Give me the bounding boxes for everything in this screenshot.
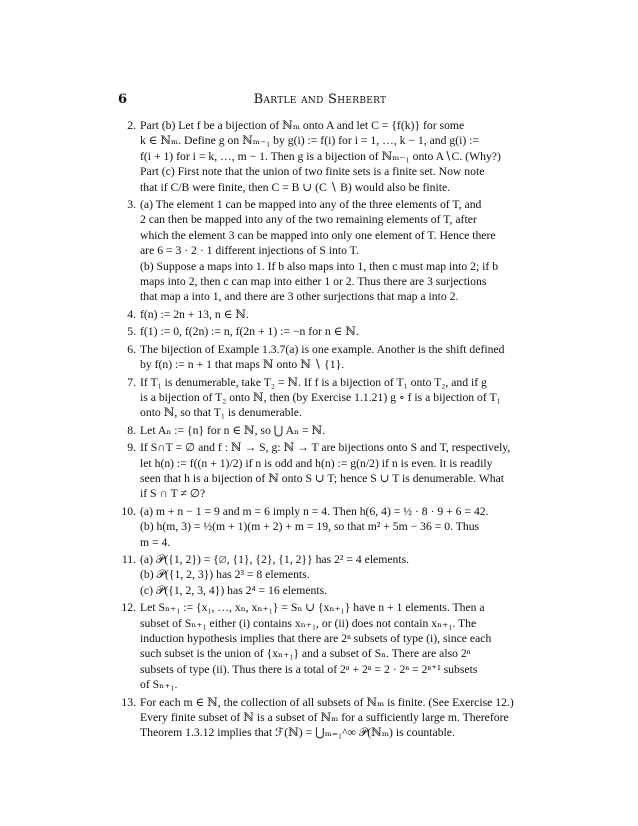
solution-text-line: of Sₙ₊₁.	[140, 678, 178, 692]
solution-item	[118, 324, 522, 339]
solution-text-line: k ∈ ℕₘ. Define g on ℕₘ₋₁ by g(i) := f(i) for i = 1, …, k − 1, and g(i) :=	[140, 134, 480, 148]
solution-item	[118, 600, 522, 692]
solution-text-line: subset of Sₙ₊₁ either (i) contains xₙ₊₁, or (ii) does not contain xₙ₊₁. The	[140, 616, 477, 630]
solution-item	[118, 342, 522, 373]
solution-text-line: (a) The element 1 can be mapped into any of the three elements of T, and	[140, 198, 482, 212]
solution-item	[118, 552, 522, 598]
solution-item	[118, 504, 522, 550]
solution-number: 9.	[127, 441, 136, 455]
solution-text-line: (b) Suppose a maps into 1. If b also maps into 1, then c must map into 2; if b	[140, 259, 499, 273]
solution-text-line: which the element 3 can be mapped into only one element of T. Hence there	[140, 228, 496, 242]
solution-item	[118, 307, 522, 322]
solution-number: 8.	[127, 423, 136, 437]
solution-number: 12.	[121, 601, 136, 615]
solution-item	[118, 440, 522, 502]
solution-text-line: For each m ∈ ℕ, the collection of all subsets of ℕₘ is finite. (See Exercise 12.)	[140, 695, 514, 709]
solution-text-line: Let Aₙ := {n} for n ∈ ℕ, so ⋃ Aₙ = ℕ.	[140, 423, 326, 437]
solution-number: 10.	[121, 504, 136, 518]
solution-text-line: seen that h is a bijection of ℕ onto S ∪ T; hence S ∪ T is denumerable. What	[140, 471, 505, 485]
solution-text-line: f(i + 1) for i = k, …, m − 1. Then g is a bijection of ℕₘ₋₁ onto A∖C. (Why?)	[140, 149, 501, 163]
solution-text-line: Every finite subset of ℕ is a subset of ℕₘ for a sufficiently large m. Therefore	[140, 711, 509, 725]
solution-text-line: m = 4.	[140, 535, 171, 549]
solution-number: 2.	[127, 119, 136, 132]
solution-text-line: (c) 𝒫({1, 2, 3, 4}) has 2⁴ = 16 elements.	[140, 583, 328, 597]
solution-text-line: If T₁ is denumerable, take T₂ = ℕ. If f is a bijection of T₁ onto T₂, and if g	[140, 375, 487, 389]
solution-text-line: is a bijection of T₂ onto ℕ, then (by Exercise 1.1.21) g ∘ f is a bijection of T₁	[140, 390, 501, 404]
solution-item	[118, 118, 522, 195]
running-head: Bartle and Sherbert	[253, 92, 387, 107]
solution-text-line: are 6 = 3 · 2 · 1 different injections of S into T.	[140, 244, 359, 258]
page-number: 6	[118, 92, 128, 107]
solution-text-line: that if C/B were finite, then C = B ∪ (C ∖ B) would also be finite.	[140, 180, 451, 194]
solution-text-line: such subset is the union of {xₙ₊₁} and a subset of Sₙ. There are also 2ⁿ	[140, 647, 471, 661]
solution-number: 6.	[127, 342, 136, 356]
exercise-solutions-list	[118, 118, 522, 743]
solution-text-line: Let Sₙ₊₁ := {x₁, …, xₙ, xₙ₊₁} = Sₙ ∪ {xₙ₊₁} have n + 1 elements. Then a	[140, 601, 485, 615]
solution-text-line: (b) h(m, 3) = ½(m + 1)(m + 2) + m = 19, so that m² + 5m − 36 = 0. Thus	[140, 520, 480, 534]
solution-text-line: by f(n) := n + 1 that maps ℕ onto ℕ ∖ {1}.	[140, 358, 345, 372]
solution-text-line: (b) 𝒫({1, 2, 3}) has 2³ = 8 elements.	[140, 568, 310, 582]
solution-text-line: maps into 2, then c can map into either 1 or 2. Thus there are 3 surjections	[140, 275, 487, 289]
solution-text-line: Part (b) Let f be a bijection of ℕₘ onto A and let C = {f(k)} for some	[140, 119, 465, 132]
solution-number: 13.	[121, 695, 136, 709]
solution-text-line: If S∩T = ∅ and f : ℕ → S, g: ℕ → T are bijections onto S and T, respectively,	[140, 441, 511, 455]
solution-text-line: if S ∩ T ≠ ∅?	[140, 487, 206, 501]
solution-text-line: The bijection of Example 1.3.7(a) is one example. Another is the shift defined	[140, 342, 505, 356]
solution-text-line: let h(n) := f((n + 1)/2) if n is odd and h(n) := g(n/2) if n is even. It is readily	[140, 456, 493, 470]
solution-text-line: (a) m + n − 1 = 9 and m = 6 imply n = 4. Then h(6, 4) = ½ · 8 · 9 + 6 = 42.	[140, 504, 489, 518]
solution-text-line: (a) 𝒫({1, 2}) = {∅, {1}, {2}, {1, 2}} has 2² = 4 elements.	[140, 552, 410, 566]
solution-item	[118, 695, 522, 741]
solution-item	[118, 197, 522, 305]
solution-number: 3.	[127, 198, 136, 212]
solution-number: 7.	[127, 375, 136, 389]
solution-number: 4.	[127, 307, 136, 321]
solution-item	[118, 375, 522, 421]
solution-text-line: onto ℕ, so that T₁ is denumerable.	[140, 406, 302, 420]
solution-text-line: 2 can then be mapped into any of the two remaining elements of T, after	[140, 213, 477, 227]
solution-number: 5.	[127, 325, 136, 339]
solution-number: 11.	[121, 552, 136, 566]
solution-item	[118, 423, 522, 438]
solution-text-line: f(1) := 0, f(2n) := n, f(2n + 1) := −n for n ∈ ℕ.	[140, 325, 359, 339]
solution-text-line: induction hypothesis implies that there are 2ⁿ subsets of type (i), since each	[140, 632, 492, 645]
solution-text-line: Theorem 1.3.12 implies that ℱ(ℕ) = ⋃ₘ₌₁^∞ 𝒫(ℕₘ) is countable.	[140, 726, 455, 740]
solution-text-line: subsets of type (ii). Thus there is a total of 2ⁿ + 2ⁿ = 2 · 2ⁿ = 2ⁿ⁺¹ subsets	[140, 662, 478, 676]
solution-text-line: that map a into 1, and there are 3 other surjections that map a into 2.	[140, 290, 459, 304]
solution-text-line: f(n) := 2n + 13, n ∈ ℕ.	[140, 307, 249, 321]
solution-text-line: Part (c) First note that the union of two finite sets is a finite set. Now note	[140, 165, 485, 179]
